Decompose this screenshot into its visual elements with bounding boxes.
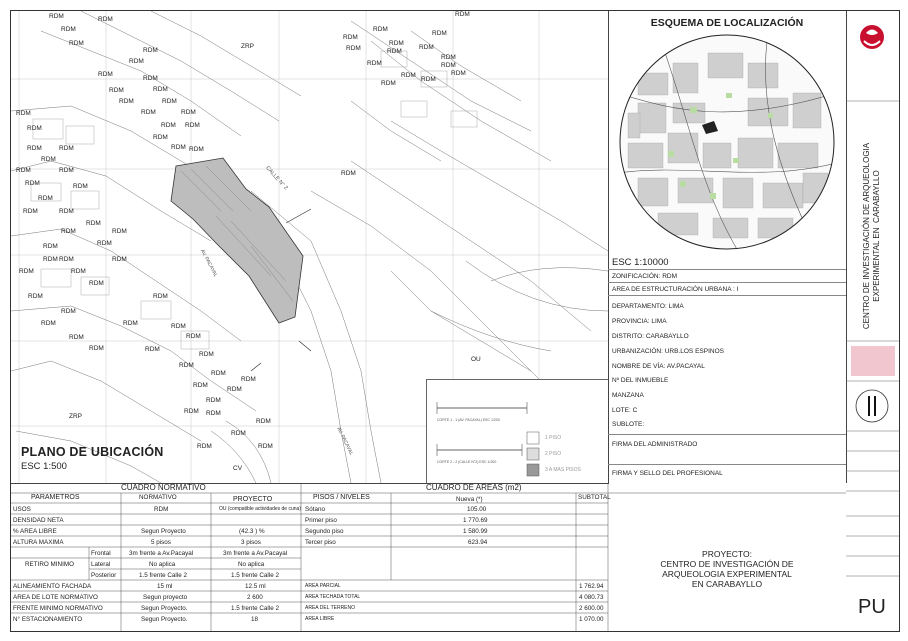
zone-label-rdm: RDM: [69, 40, 84, 47]
zone-label-rdm: RDM: [19, 268, 34, 275]
zone-label-rdm: RDM: [455, 11, 470, 18]
table-cell: Segun Proyecto.: [141, 616, 188, 623]
zone-label-rdm: RDM: [97, 240, 112, 247]
table-cell: 1 580.99: [463, 528, 488, 535]
sheet-code: PU: [858, 596, 886, 618]
table-cell: N° ESTACIONAMIENTO: [13, 616, 83, 623]
block-field: MANZANA: [612, 392, 644, 399]
zone-label-rdm: RDM: [86, 220, 101, 227]
zone-label-rdm: RDM: [141, 109, 156, 116]
zone-label-rdm: RDM: [143, 75, 158, 82]
owner-signature-field: FIRMA DEL ADMINISTRADO: [608, 434, 846, 464]
street-label: AV. PACAYAL: [198, 248, 219, 279]
table-cell: 3m frente a Av.Pacayal: [223, 550, 288, 557]
zone-label-rdm: RDM: [367, 60, 382, 67]
key-plan: [851, 346, 895, 376]
table-cell: Segun proyecto: [143, 594, 188, 601]
zone-label-rdm: RDM: [69, 334, 84, 341]
table-cell: AREA LIBRE: [305, 616, 335, 622]
zone-label-rdm: RDM: [171, 144, 186, 151]
zone-label-rdm: RDM: [143, 47, 158, 54]
zone-label-rdm: RDM: [89, 345, 104, 352]
zone-label-rdm: RDM: [61, 228, 76, 235]
table-cell: AREA DE LOTE NORMATIVO: [13, 594, 98, 601]
zone-label-rdm: RDM: [59, 167, 74, 174]
table-cell: 1.5 frente Calle 2: [231, 572, 279, 579]
street-label: AV. PACAYAL: [335, 426, 355, 457]
table-cell: DENSIDAD NETA: [13, 517, 64, 524]
zone-label-rdm: RDM: [432, 30, 447, 37]
zone-label-rdm: RDM: [256, 418, 271, 425]
urban-area-field: AREA DE ESTRUCTURACIÓN URBANA : I: [608, 282, 846, 295]
plan-scale: ESC 1:500: [21, 461, 67, 472]
zone-label-rdm: RDM: [185, 122, 200, 129]
zone-label-rdm: RDM: [193, 382, 208, 389]
zone-label-rdm: RDM: [112, 256, 127, 263]
zone-label-rdm: RDM: [241, 376, 256, 383]
location-scheme-panel: [608, 11, 847, 483]
street-name-field: NOMBRE DE VÍA: AV.PACAYAL: [612, 363, 705, 370]
table-cell: ALTURA MAXIMA: [13, 539, 64, 546]
section-caption: CORTE 2 - 2 (CALLE N°2) ESC 1/200: [437, 460, 497, 464]
project-label: PROYECTO:: [702, 549, 752, 559]
sheet-vertical-title: CENTRO DE INVESTIGACIÓN DE ARQUEOLOGIA EXPERIMENTAL EN CARABAYLLO: [862, 142, 881, 330]
zone-label-rdm: RDM: [59, 145, 74, 152]
project-name-box: [608, 549, 846, 589]
zone-label-rdm: RDM: [401, 72, 416, 79]
areas-table-title: CUADRO DE AREAS (m2): [426, 483, 522, 492]
table-cell: AREA PARCIAL: [305, 583, 341, 589]
plan-title: PLANO DE UBICACIÓN: [21, 445, 164, 459]
zone-label-rdm: RDM: [419, 44, 434, 51]
col-parametros: PARAMETROS: [31, 494, 80, 501]
zone-label-rdm: RDM: [71, 268, 86, 275]
zone-label-ou: OU: [471, 356, 481, 363]
drawing-sheet: [10, 10, 900, 632]
zone-label-rdm: RDM: [73, 183, 88, 190]
table-cell: FRENTE MINIMO NORMATIVO: [13, 605, 103, 612]
table-cell: 623.94: [468, 539, 488, 546]
zone-label-rdm: RDM: [343, 34, 358, 41]
legend-1-floor: 1 PISO: [545, 435, 562, 441]
location-map: [618, 33, 836, 251]
zone-label-rdm: RDM: [389, 40, 404, 47]
province-field: PROVINCIA: LIMA: [612, 318, 667, 325]
zone-label-rdm: RDM: [199, 351, 214, 358]
col-nueva: Nueva (*): [456, 496, 483, 503]
col-proyecto: PROYECTO: [233, 496, 273, 503]
table-cell: 3 pisos: [241, 539, 261, 546]
zone-label-rdm: RDM: [231, 430, 246, 437]
title-block: [846, 11, 899, 631]
zone-label-rdm: RDM: [421, 76, 436, 83]
zone-label-rdm: RDM: [381, 80, 396, 87]
table-cell: 5 pisos: [151, 539, 171, 546]
zone-label-zrp: ZRP: [241, 43, 254, 50]
location-scale: ESC 1:10000: [612, 257, 669, 268]
zone-label-rdm: RDM: [387, 48, 402, 55]
zone-label-rdm: RDM: [61, 26, 76, 33]
zone-label-rdm: RDM: [43, 256, 58, 263]
table-cell: Tercer piso: [305, 539, 336, 546]
zone-label-rdm: RDM: [441, 62, 456, 69]
road-sections: [426, 379, 609, 484]
retiro-label: RETIRO MINIMO: [25, 561, 74, 568]
col-subtotal: SUBTOTAL: [578, 494, 611, 501]
normative-table-title: CUADRO NORMATIVO: [121, 483, 206, 492]
zone-label-rdm: RDM: [441, 54, 456, 61]
zone-label-rdm: RDM: [38, 195, 53, 202]
col-normativo: NORMATIVO: [139, 494, 177, 501]
table-cell: 12.5 ml: [245, 583, 266, 590]
table-cell: 4 080.73: [579, 594, 604, 601]
zone-label-zrp: ZRP: [69, 413, 82, 420]
zone-label-cv: CV: [233, 465, 243, 472]
zone-label-rdm: RDM: [119, 98, 134, 105]
table-cell: 18: [251, 616, 259, 623]
zone-label-rdm: RDM: [59, 208, 74, 215]
zone-label-rdm: RDM: [197, 443, 212, 450]
zone-label-rdm: RDM: [61, 308, 76, 315]
table-cell: Lateral: [91, 561, 111, 568]
section-caption: CORTE 1 - 1 (AV. PACAYAL) ESC 1/200: [437, 418, 500, 422]
zone-label-rdm: RDM: [112, 228, 127, 235]
zone-label-rdm: RDM: [43, 243, 58, 250]
legend-3-floor: 3 A MAS PISOS: [545, 467, 581, 473]
zone-label-rdm: RDM: [161, 122, 176, 129]
zone-label-rdm: RDM: [59, 256, 74, 263]
zone-label-rdm: RDM: [181, 109, 196, 116]
north-arrow: [856, 390, 888, 422]
location-plan: [11, 11, 609, 484]
zone-label-rdm: RDM: [171, 323, 186, 330]
zone-label-rdm: RDM: [28, 293, 43, 300]
table-cell: ALINEAMIENTO FACHADA: [13, 583, 92, 590]
table-cell: 3m frente a Av.Pacayal: [129, 550, 194, 557]
zone-label-rdm: RDM: [98, 16, 113, 23]
department-field: DEPARTAMENTO: LIMA: [612, 303, 684, 310]
zone-label-rdm: RDM: [206, 410, 221, 417]
table-cell: Segun Proyecto: [141, 528, 186, 535]
zone-label-rdm: RDM: [129, 58, 144, 65]
table-cell: 15 ml: [157, 583, 173, 590]
table-cell: Segundo piso: [305, 528, 344, 535]
table-cell: Primer piso: [305, 517, 337, 524]
zone-label-rdm: RDM: [23, 208, 38, 215]
zone-label-rdm: RDM: [186, 333, 201, 340]
zone-label-rdm: RDM: [451, 70, 466, 77]
zone-label-rdm: RDM: [153, 134, 168, 141]
table-cell: Frontal: [91, 550, 111, 557]
urbanization-field: URBANIZACIÓN: URB.LOS ESPINOS: [612, 348, 724, 355]
zone-label-rdm: RDM: [206, 397, 221, 404]
table-cell: 2 600: [247, 594, 263, 601]
location-scheme-title: ESQUEMA DE LOCALIZACIÓN: [650, 17, 804, 29]
zone-label-rdm: RDM: [184, 408, 199, 415]
table-cell: 1 762.94: [579, 583, 604, 590]
zone-label-rdm: RDM: [49, 13, 64, 20]
project-name: CENTRO DE INVESTIGACIÓN DE ARQUEOLOGIA EXPERIMENTAL EN CARABAYLLO: [660, 559, 794, 590]
zone-label-rdm: RDM: [98, 71, 113, 78]
table-cell: OU (compatible actividades de cuna): [219, 506, 301, 512]
table-cell: % AREA LIBRE: [13, 528, 57, 535]
district-field: DISTRITO: CARABAYLLO: [612, 333, 689, 340]
street-label: CALLE N° 2: [264, 165, 289, 192]
zone-label-rdm: RDM: [123, 320, 138, 327]
sublot-field: SUBLOTE:: [612, 421, 645, 428]
zone-label-rdm: RDM: [89, 280, 104, 287]
zone-label-rdm: RDM: [153, 86, 168, 93]
zone-label-rdm: RDM: [258, 443, 273, 450]
zone-label-rdm: RDM: [25, 180, 40, 187]
table-cell: RDM: [154, 506, 169, 513]
table-cell: 1 070.00: [579, 616, 604, 623]
zone-label-rdm: RDM: [341, 170, 356, 177]
zone-label-rdm: RDM: [162, 98, 177, 105]
zone-label-rdm: RDM: [211, 370, 226, 377]
zone-label-rdm: RDM: [41, 156, 56, 163]
professional-signature-field: FIRMA Y SELLO DEL PROFESIONAL: [608, 464, 846, 483]
table-cell: 1 770.69: [463, 517, 488, 524]
zone-label-rdm: RDM: [16, 110, 31, 117]
zone-label-rdm: RDM: [27, 125, 42, 132]
col-pisos: PISOS / NIVELES: [313, 494, 370, 501]
zoning-field: ZONIFICACIÓN: RDM: [608, 269, 846, 282]
zone-label-rdm: RDM: [227, 386, 242, 393]
table-cell: 2 600.00: [579, 605, 604, 612]
zone-label-rdm: RDM: [179, 362, 194, 369]
table-cell: No aplica: [149, 561, 176, 568]
legend-2-floor: 2 PISO: [545, 451, 562, 457]
zone-label-rdm: RDM: [27, 145, 42, 152]
table-cell: 1.5 frente Calle 2: [139, 572, 187, 579]
table-cell: AREA DEL TERRENO: [305, 605, 356, 611]
table-cell: (42.3 ) %: [239, 528, 265, 535]
zone-label-rdm: RDM: [16, 167, 31, 174]
zone-label-rdm: RDM: [153, 293, 168, 300]
zone-label-rdm: RDM: [145, 346, 160, 353]
table-cell: AREA TECHADA TOTAL: [305, 594, 361, 600]
table-cell: No aplica: [238, 561, 265, 568]
zone-label-rdm: RDM: [41, 320, 56, 327]
table-cell: USOS: [13, 506, 31, 513]
zone-label-rdm: RDM: [373, 26, 388, 33]
table-cell: Posterior: [91, 572, 117, 579]
zone-label-rdm: RDM: [346, 45, 361, 52]
lot-field: LOTE: C: [612, 407, 638, 414]
property-number-field: Nº DEL INMUEBLE: [612, 377, 669, 384]
table-cell: 105.00: [467, 506, 487, 513]
table-cell: 1.5 frente Calle 2: [231, 605, 279, 612]
zone-label-rdm: RDM: [109, 87, 124, 94]
table-cell: Sótano: [305, 506, 325, 513]
table-cell: Segun Proyecto.: [141, 605, 188, 612]
zone-label-rdm: RDM: [189, 146, 204, 153]
